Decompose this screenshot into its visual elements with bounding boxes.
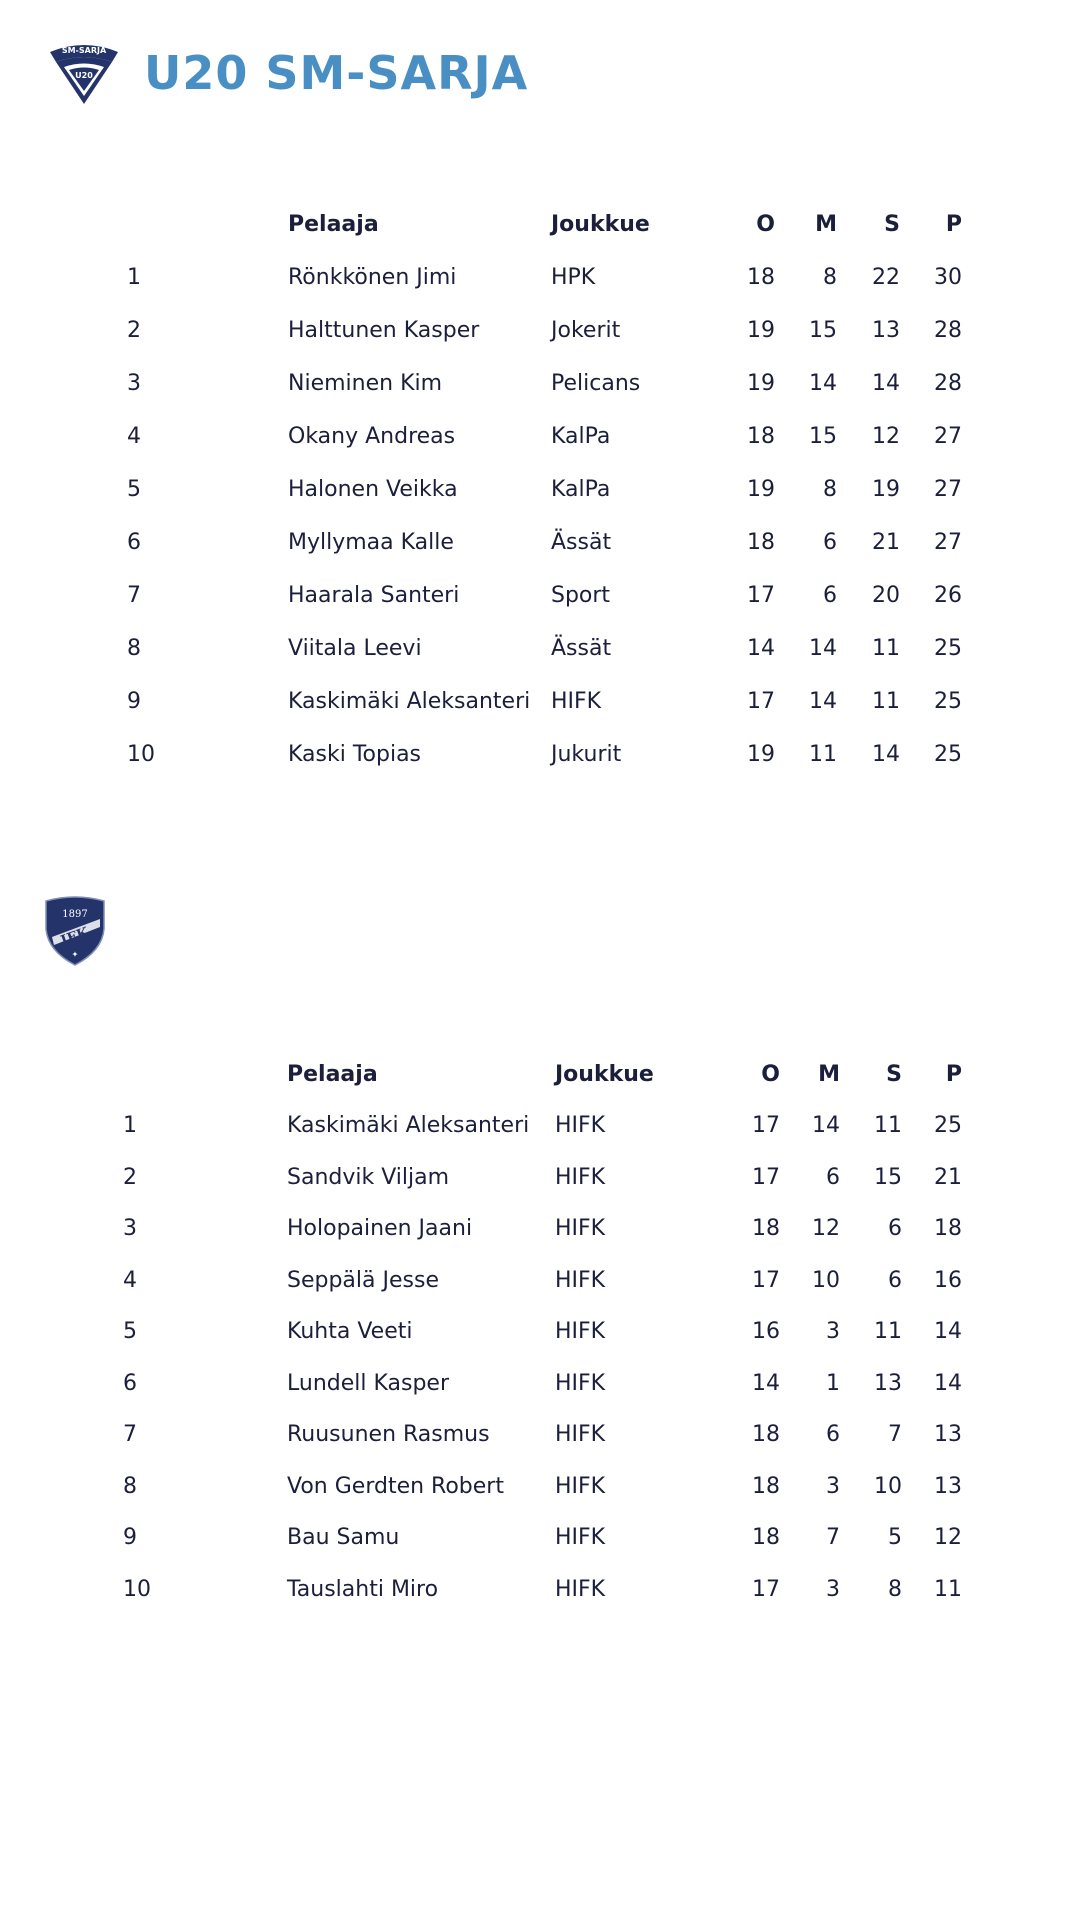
games-played: 18 (747, 530, 775, 555)
team-name: Sport (551, 583, 611, 608)
goals: 15 (809, 424, 837, 449)
games-played: 14 (752, 1370, 780, 1396)
goals: 7 (826, 1525, 840, 1550)
games-played: 17 (752, 1576, 780, 1602)
assists: 10 (874, 1473, 902, 1499)
team-name: Jukurit (551, 742, 622, 767)
table-row (0, 682, 1080, 722)
games-played: 19 (747, 318, 775, 343)
page-title: U20 SM-SARJA (144, 46, 529, 100)
team-name: Ässät (551, 636, 612, 661)
table-header-row (0, 205, 1080, 245)
rank-cell: 10 (127, 742, 155, 767)
assists: 15 (874, 1164, 902, 1190)
rank-cell: 8 (127, 636, 141, 661)
games-played: 17 (747, 583, 775, 608)
header-team: Joukkue (551, 212, 650, 237)
table-header-row (0, 1055, 1080, 1095)
games-played: 18 (752, 1525, 780, 1550)
assists: 13 (872, 318, 900, 343)
team-name: Ässät (551, 530, 612, 555)
header-team: Joukkue (555, 1062, 654, 1087)
games-played: 14 (747, 636, 775, 661)
goals: 14 (812, 1113, 840, 1138)
team-name: HIFK (555, 1525, 606, 1550)
goals: 3 (826, 1473, 840, 1499)
points: 14 (934, 1370, 962, 1396)
header (46, 38, 528, 108)
svg-text:U20: U20 (75, 71, 93, 80)
goals: 6 (823, 583, 837, 608)
table-row (0, 1312, 1080, 1352)
player-name: Tauslahti Miro (287, 1576, 439, 1602)
team-name: HIFK (555, 1576, 606, 1602)
assists: 11 (874, 1319, 902, 1344)
header-goals: M (815, 212, 837, 237)
team-name: HIFK (555, 1216, 606, 1241)
assists: 12 (872, 424, 900, 449)
points: 27 (934, 477, 962, 502)
player-name: Rönkkönen Jimi (288, 265, 457, 290)
points: 30 (934, 265, 962, 290)
rank-cell: 10 (123, 1576, 151, 1602)
rank-cell: 3 (127, 371, 141, 396)
header-player: Pelaaja (288, 212, 379, 237)
points: 25 (934, 689, 962, 714)
player-name: Myllymaa Kalle (288, 530, 454, 555)
assists: 11 (872, 636, 900, 661)
assists: 20 (872, 583, 900, 608)
team-name: HIFK (555, 1113, 606, 1138)
rank-cell: 9 (123, 1525, 137, 1550)
points: 27 (934, 424, 962, 449)
rank-cell: 4 (123, 1267, 137, 1293)
goals: 6 (823, 530, 837, 555)
player-name: Halonen Veikka (288, 477, 458, 502)
table-row (0, 576, 1080, 616)
assists: 11 (872, 689, 900, 714)
table-row (0, 364, 1080, 404)
goals: 15 (809, 318, 837, 343)
u20-league-logo-icon (46, 40, 122, 106)
rank-cell: 4 (127, 424, 141, 449)
player-name: Kaskimäki Aleksanteri (288, 689, 531, 714)
player-name: Kaski Topias (288, 742, 422, 767)
table-row (0, 258, 1080, 298)
svg-text:1897: 1897 (62, 909, 88, 920)
points: 26 (934, 583, 962, 608)
svg-text:IFK: IFK (58, 924, 92, 950)
goals: 8 (823, 477, 837, 502)
table-row (0, 629, 1080, 669)
team-name: HIFK (555, 1473, 606, 1499)
hifk-team-logo-icon (42, 893, 108, 967)
rank-cell: 7 (123, 1422, 137, 1447)
table-row (0, 1158, 1080, 1198)
player-name: Nieminen Kim (288, 371, 443, 396)
header-assists: S (886, 1062, 902, 1087)
rank-cell: 8 (123, 1473, 137, 1499)
table-row (0, 1570, 1080, 1610)
table-row (0, 1209, 1080, 1249)
table-row (0, 1415, 1080, 1455)
games-played: 18 (747, 424, 775, 449)
team-name: HIFK (555, 1164, 606, 1190)
header-games: O (761, 1062, 780, 1087)
team-name: Pelicans (551, 371, 641, 396)
games-played: 19 (747, 742, 775, 767)
table-row (0, 1467, 1080, 1507)
table-row (0, 1518, 1080, 1558)
team-name: HPK (551, 265, 596, 290)
player-name: Haarala Santeri (288, 583, 460, 608)
table-row (0, 311, 1080, 351)
player-name: Halttunen Kasper (288, 318, 480, 343)
table-row (0, 1106, 1080, 1146)
points: 25 (934, 742, 962, 767)
player-name: Kaskimäki Aleksanteri (287, 1113, 530, 1138)
goals: 14 (809, 371, 837, 396)
games-played: 18 (747, 265, 775, 290)
games-played: 17 (752, 1267, 780, 1293)
player-name: Sandvik Viljam (287, 1164, 450, 1190)
table-row (0, 417, 1080, 457)
player-name: Okany Andreas (288, 424, 456, 449)
player-name: Lundell Kasper (287, 1370, 450, 1396)
rank-cell: 6 (123, 1370, 137, 1396)
games-played: 17 (752, 1113, 780, 1138)
goals: 1 (826, 1370, 840, 1396)
team-name: HIFK (555, 1422, 606, 1447)
rank-cell: 6 (127, 530, 141, 555)
goals: 6 (826, 1164, 840, 1190)
team-name: KalPa (551, 477, 611, 502)
assists: 8 (888, 1576, 902, 1602)
games-played: 19 (747, 371, 775, 396)
rank-cell: 2 (123, 1164, 137, 1190)
points: 28 (934, 371, 962, 396)
header-points: P (945, 1062, 962, 1087)
team-name: HIFK (555, 1319, 606, 1344)
assists: 13 (874, 1370, 902, 1396)
goals: 11 (809, 742, 837, 767)
points: 12 (934, 1525, 962, 1550)
team-name: HIFK (555, 1370, 606, 1396)
table-row (0, 735, 1080, 775)
points: 28 (934, 318, 962, 343)
assists: 22 (872, 265, 900, 290)
goals: 14 (809, 689, 837, 714)
assists: 11 (874, 1113, 902, 1138)
points: 25 (934, 1113, 962, 1138)
team-name: KalPa (551, 424, 611, 449)
team-name: Jokerit (551, 318, 621, 343)
rank-cell: 5 (127, 477, 141, 502)
assists: 14 (872, 371, 900, 396)
assists: 21 (872, 530, 900, 555)
table-row (0, 1261, 1080, 1301)
games-played: 18 (752, 1216, 780, 1241)
header-goals: M (818, 1062, 840, 1087)
rank-cell: 7 (127, 583, 141, 608)
player-name: Holopainen Jaani (287, 1216, 473, 1241)
points: 13 (934, 1422, 962, 1447)
points: 21 (934, 1164, 962, 1190)
points: 25 (934, 636, 962, 661)
goals: 10 (812, 1267, 840, 1293)
player-name: Von Gerdten Robert (287, 1473, 504, 1499)
rank-cell: 9 (127, 689, 141, 714)
header-points: P (945, 212, 962, 237)
svg-text:✦: ✦ (71, 950, 79, 959)
games-played: 18 (752, 1473, 780, 1499)
points: 18 (934, 1216, 962, 1241)
games-played: 17 (747, 689, 775, 714)
header-assists: S (884, 212, 900, 237)
rank-cell: 5 (123, 1319, 137, 1344)
player-name: Seppälä Jesse (287, 1267, 439, 1293)
assists: 7 (888, 1422, 902, 1447)
assists: 14 (872, 742, 900, 767)
player-name: Bau Samu (287, 1525, 400, 1550)
games-played: 16 (752, 1319, 780, 1344)
goals: 3 (826, 1576, 840, 1602)
player-name: Kuhta Veeti (287, 1319, 413, 1344)
team-name: HIFK (551, 689, 602, 714)
header-games: O (756, 212, 775, 237)
games-played: 17 (752, 1164, 780, 1190)
header-player: Pelaaja (287, 1062, 378, 1087)
assists: 6 (888, 1267, 902, 1293)
player-name: Viitala Leevi (288, 636, 422, 661)
rank-cell: 1 (123, 1113, 137, 1138)
table-row (0, 523, 1080, 563)
team-name: HIFK (555, 1267, 606, 1293)
goals: 12 (812, 1216, 840, 1241)
svg-text:SM-SARJA: SM-SARJA (61, 46, 107, 55)
table-row (0, 470, 1080, 510)
rank-cell: 1 (127, 265, 141, 290)
goals: 6 (826, 1422, 840, 1447)
table-row (0, 1364, 1080, 1404)
goals: 14 (809, 636, 837, 661)
rank-cell: 2 (127, 318, 141, 343)
games-played: 18 (752, 1422, 780, 1447)
rank-cell: 3 (123, 1216, 137, 1241)
goals: 3 (826, 1319, 840, 1344)
games-played: 19 (747, 477, 775, 502)
assists: 19 (872, 477, 900, 502)
player-name: Ruusunen Rasmus (287, 1422, 490, 1447)
points: 13 (934, 1473, 962, 1499)
points: 11 (934, 1576, 962, 1602)
points: 14 (934, 1319, 962, 1344)
points: 16 (934, 1267, 962, 1293)
points: 27 (934, 530, 962, 555)
assists: 5 (888, 1525, 902, 1550)
goals: 8 (823, 265, 837, 290)
assists: 6 (888, 1216, 902, 1241)
